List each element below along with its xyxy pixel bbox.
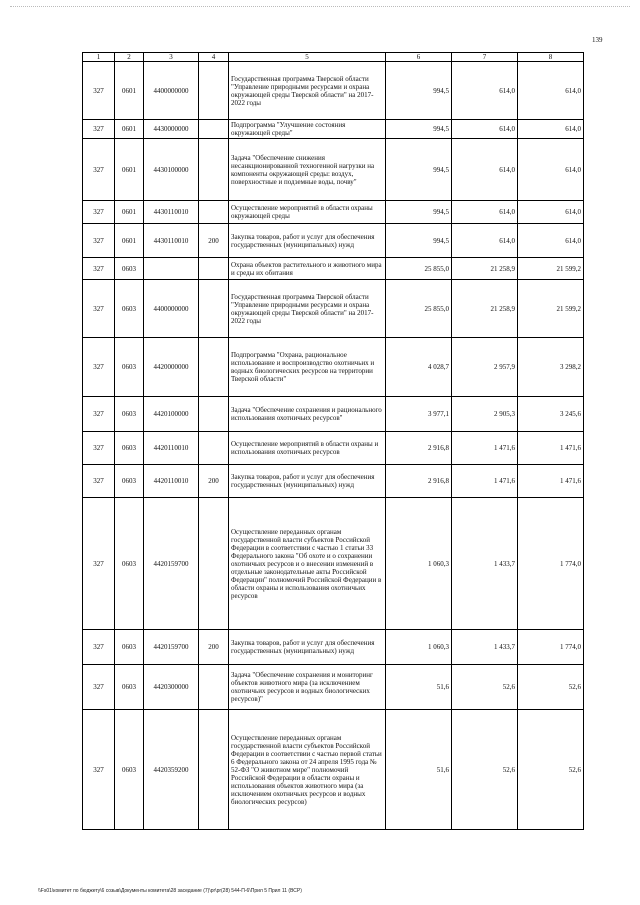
row-budget-code: 327 xyxy=(83,201,115,224)
row-expense-kind xyxy=(199,280,229,338)
row-amount-year1: 994,5 xyxy=(386,120,452,139)
row-description: Подпрограмма "Охрана, рациональное использование и воспроизводство охотничьих и водных биологических ресурсов на территории Тверской области" xyxy=(229,338,386,397)
row-description: Закупка товаров, работ и услуг для обеспечения государственных (муниципальных) нужд xyxy=(229,224,386,258)
row-budget-code: 327 xyxy=(83,630,115,665)
row-expense-kind: 200 xyxy=(199,630,229,665)
row-target-code: 4420110010 xyxy=(144,465,199,498)
row-description: Охрана объектов растительного и животного мира и среды их обитания xyxy=(229,258,386,280)
row-amount-year2: 614,0 xyxy=(452,224,518,258)
row-section-code: 0601 xyxy=(115,139,144,201)
row-expense-kind: 200 xyxy=(199,465,229,498)
row-target-code: 4420159700 xyxy=(144,630,199,665)
row-amount-year1: 994,5 xyxy=(386,139,452,201)
row-description: Задача "Обеспечение сохранения и мониторинг объектов животного мира (за исключением охотничьих ресурсов и водных биологических ресурсов)" xyxy=(229,665,386,710)
row-section-code: 0603 xyxy=(115,432,144,465)
row-description: Закупка товаров, работ и услуг для обеспечения государственных (муниципальных) нужд xyxy=(229,630,386,665)
row-target-code: 4430100000 xyxy=(144,139,199,201)
row-target-code: 4420359200 xyxy=(144,710,199,830)
row-section-code: 0603 xyxy=(115,280,144,338)
row-expense-kind xyxy=(199,432,229,465)
row-budget-code: 327 xyxy=(83,280,115,338)
row-amount-year3: 3 298,2 xyxy=(518,338,584,397)
row-budget-code: 327 xyxy=(83,139,115,201)
row-amount-year2: 21 258,9 xyxy=(452,258,518,280)
row-section-code: 0601 xyxy=(115,120,144,139)
row-amount-year3: 614,0 xyxy=(518,201,584,224)
row-budget-code: 327 xyxy=(83,258,115,280)
row-section-code: 0603 xyxy=(115,465,144,498)
row-amount-year2: 614,0 xyxy=(452,139,518,201)
row-amount-year2: 614,0 xyxy=(452,201,518,224)
row-section-code: 0601 xyxy=(115,201,144,224)
row-budget-code: 327 xyxy=(83,465,115,498)
table-row xyxy=(83,201,584,224)
row-amount-year2: 614,0 xyxy=(452,120,518,139)
row-expense-kind xyxy=(199,139,229,201)
row-amount-year1: 2 916,8 xyxy=(386,465,452,498)
row-amount-year3: 1 774,0 xyxy=(518,498,584,630)
column-header: 1 xyxy=(83,53,115,62)
row-amount-year1: 25 855,0 xyxy=(386,280,452,338)
column-header: 3 xyxy=(144,53,199,62)
row-section-code: 0603 xyxy=(115,710,144,830)
row-target-code: 4420110010 xyxy=(144,432,199,465)
table-row xyxy=(83,498,584,630)
row-amount-year2: 1 433,7 xyxy=(452,498,518,630)
table-row xyxy=(83,630,584,665)
row-amount-year2: 2 905,3 xyxy=(452,397,518,432)
table-row xyxy=(83,258,584,280)
row-amount-year2: 21 258,9 xyxy=(452,280,518,338)
row-description: Задача "Обеспечение снижения несанкционированной техногенной нагрузки на компоненты окружающей среды: воздух, поверхностные и подземные воды, почву" xyxy=(229,139,386,201)
row-amount-year2: 52,6 xyxy=(452,710,518,830)
table-row xyxy=(83,710,584,830)
row-section-code: 0603 xyxy=(115,665,144,710)
row-amount-year3: 21 599,2 xyxy=(518,280,584,338)
row-amount-year3: 52,6 xyxy=(518,665,584,710)
scan-header-noise xyxy=(10,6,630,8)
row-description: Закупка товаров, работ и услуг для обеспечения государственных (муниципальных) нужд xyxy=(229,465,386,498)
row-target-code: 4430110010 xyxy=(144,201,199,224)
row-expense-kind xyxy=(199,120,229,139)
row-section-code: 0601 xyxy=(115,62,144,120)
table-row xyxy=(83,224,584,258)
row-amount-year3: 614,0 xyxy=(518,224,584,258)
row-budget-code: 327 xyxy=(83,397,115,432)
row-description: Осуществление переданных органам государственной власти субъектов Российской Федерации в соответствии с частью первой статьи 6 Федерального закона от 24 апреля 1995 года № 52-ФЗ "О животном мире" полномочий Российской Федерации в области охраны и использования объектов животного мира (за исключением охотничьих ресурсов и водных биологических ресурсов) xyxy=(229,710,386,830)
row-description: Государственная программа Тверской области "Управление природными ресурсами и охрана окружающей среды Тверской области" на 2017-2022 годы xyxy=(229,62,386,120)
row-amount-year3: 614,0 xyxy=(518,120,584,139)
row-target-code: 4430110010 xyxy=(144,224,199,258)
row-section-code: 0603 xyxy=(115,258,144,280)
page-number: 139 xyxy=(592,36,603,44)
row-section-code: 0603 xyxy=(115,397,144,432)
column-header: 8 xyxy=(518,53,584,62)
row-budget-code: 327 xyxy=(83,710,115,830)
row-section-code: 0603 xyxy=(115,630,144,665)
row-amount-year3: 3 245,6 xyxy=(518,397,584,432)
row-amount-year3: 1 471,6 xyxy=(518,432,584,465)
row-amount-year1: 994,5 xyxy=(386,62,452,120)
row-section-code: 0603 xyxy=(115,338,144,397)
row-amount-year1: 4 028,7 xyxy=(386,338,452,397)
row-description: Государственная программа Тверской области "Управление природными ресурсами и охрана окружающей среды Тверской области" на 2017-2022 годы xyxy=(229,280,386,338)
row-amount-year3: 614,0 xyxy=(518,139,584,201)
row-budget-code: 327 xyxy=(83,498,115,630)
row-amount-year3: 21 599,2 xyxy=(518,258,584,280)
table-row xyxy=(83,139,584,201)
column-number-row xyxy=(83,53,584,62)
row-target-code: 4420100000 xyxy=(144,397,199,432)
row-expense-kind xyxy=(199,397,229,432)
row-target-code: 4420000000 xyxy=(144,338,199,397)
row-amount-year1: 994,5 xyxy=(386,201,452,224)
row-amount-year3: 614,0 xyxy=(518,62,584,120)
row-expense-kind: 200 xyxy=(199,224,229,258)
table-row xyxy=(83,665,584,710)
row-amount-year3: 1 774,0 xyxy=(518,630,584,665)
row-budget-code: 327 xyxy=(83,62,115,120)
row-expense-kind xyxy=(199,710,229,830)
row-description: Осуществление переданных органам государственной власти субъектов Российской Федерации в соответствии с частью 1 статьи 33 Федерального закона "Об охоте и о сохранении охотничьих ресурсов и о внесении изменений в отдельные законодательные акты Российской Федерации" полномочий Российской Федерации в области охраны и использования охотничьих ресурсов xyxy=(229,498,386,630)
row-expense-kind xyxy=(199,338,229,397)
row-description: Подпрограмма "Улучшение состояния окружающей среды" xyxy=(229,120,386,139)
row-amount-year1: 51,6 xyxy=(386,665,452,710)
budget-table xyxy=(82,52,584,830)
row-budget-code: 327 xyxy=(83,665,115,710)
row-description: Осуществление мероприятий в области охраны и использования охотничьих ресурсов xyxy=(229,432,386,465)
row-amount-year2: 1 471,6 xyxy=(452,465,518,498)
row-budget-code: 327 xyxy=(83,224,115,258)
table-row xyxy=(83,280,584,338)
row-amount-year2: 1 471,6 xyxy=(452,432,518,465)
row-amount-year2: 614,0 xyxy=(452,62,518,120)
row-amount-year1: 25 855,0 xyxy=(386,258,452,280)
table-row xyxy=(83,120,584,139)
row-amount-year1: 994,5 xyxy=(386,224,452,258)
row-amount-year1: 1 060,3 xyxy=(386,498,452,630)
row-amount-year3: 52,6 xyxy=(518,710,584,830)
row-budget-code: 327 xyxy=(83,338,115,397)
row-amount-year2: 1 433,7 xyxy=(452,630,518,665)
row-expense-kind xyxy=(199,201,229,224)
row-amount-year1: 2 916,8 xyxy=(386,432,452,465)
row-section-code: 0601 xyxy=(115,224,144,258)
table-row xyxy=(83,62,584,120)
row-amount-year1: 3 977,1 xyxy=(386,397,452,432)
row-expense-kind xyxy=(199,498,229,630)
column-header: 6 xyxy=(386,53,452,62)
row-target-code: 4430000000 xyxy=(144,120,199,139)
row-target-code: 4420159700 xyxy=(144,498,199,630)
row-amount-year2: 2 957,9 xyxy=(452,338,518,397)
row-amount-year1: 51,6 xyxy=(386,710,452,830)
row-section-code: 0603 xyxy=(115,498,144,630)
table-row xyxy=(83,397,584,432)
row-amount-year1: 1 060,3 xyxy=(386,630,452,665)
row-target-code: 4400000000 xyxy=(144,62,199,120)
table-row xyxy=(83,432,584,465)
file-path-footer: \\Fs01\комитет по бюджету\6 созыв\Документы комитета\28 заседание (7)\pr\pr(28) 544-П-6\Прил 5 Прил 11 (ВСР) xyxy=(38,888,302,894)
row-target-code: 4420300000 xyxy=(144,665,199,710)
column-header: 5 xyxy=(229,53,386,62)
row-expense-kind xyxy=(199,258,229,280)
row-amount-year3: 1 471,6 xyxy=(518,465,584,498)
row-target-code: 4400000000 xyxy=(144,280,199,338)
column-header: 2 xyxy=(115,53,144,62)
row-description: Осуществление мероприятий в области охраны окружающей среды xyxy=(229,201,386,224)
row-expense-kind xyxy=(199,665,229,710)
row-target-code xyxy=(144,258,199,280)
column-header: 4 xyxy=(199,53,229,62)
row-amount-year2: 52,6 xyxy=(452,665,518,710)
row-budget-code: 327 xyxy=(83,120,115,139)
table-row xyxy=(83,338,584,397)
row-expense-kind xyxy=(199,62,229,120)
column-header: 7 xyxy=(452,53,518,62)
row-description: Задача "Обеспечение сохранения и рационального использования охотничьих ресурсов" xyxy=(229,397,386,432)
table-row xyxy=(83,465,584,498)
row-budget-code: 327 xyxy=(83,432,115,465)
